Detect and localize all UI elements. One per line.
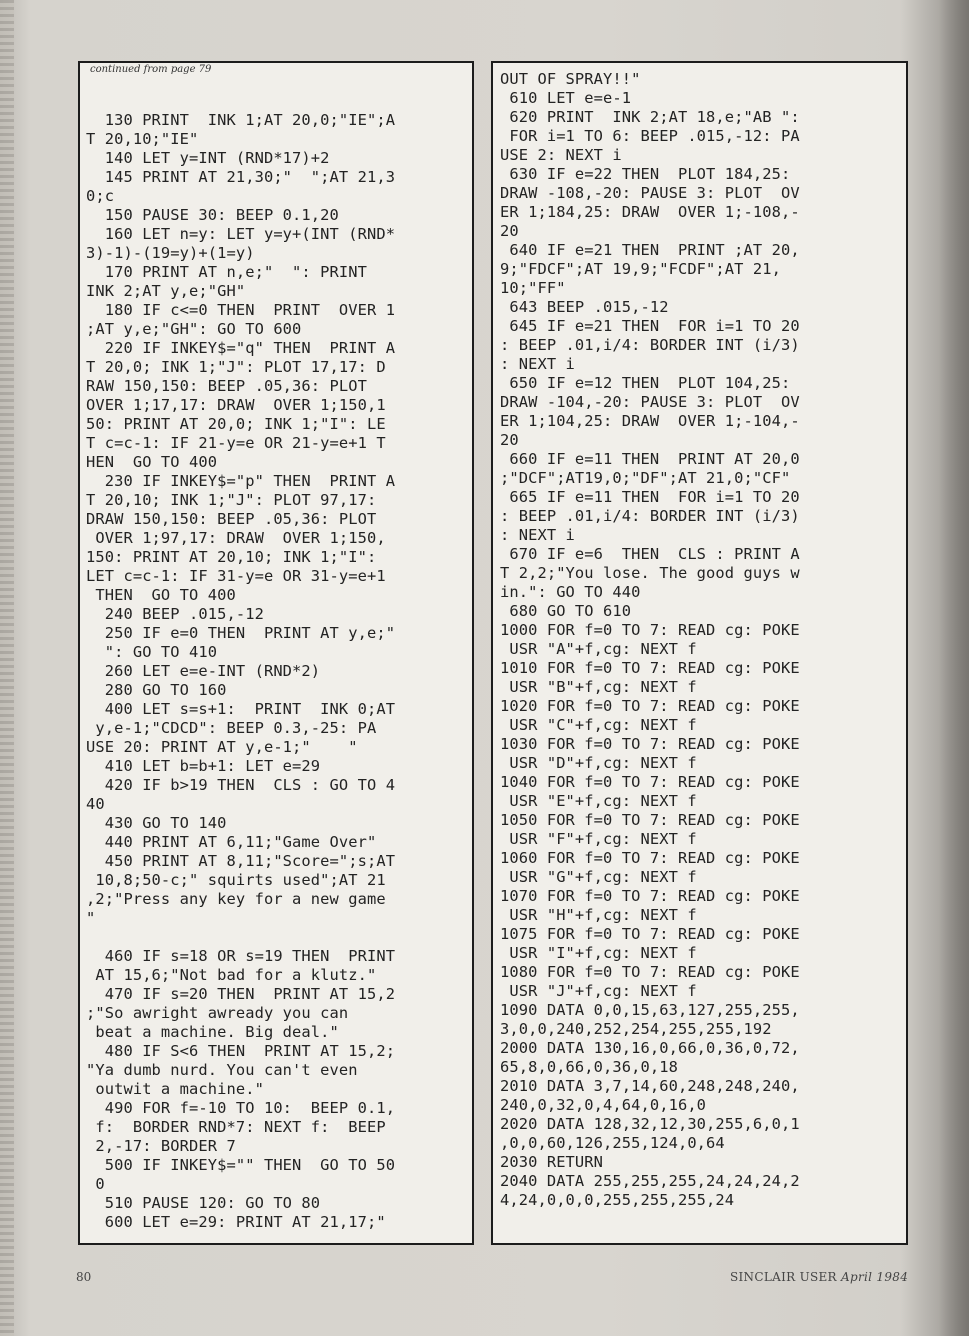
code-left-line: 140 LET y=INT (RND*17)+2 xyxy=(86,149,330,167)
code-right-line: 2000 DATA 130,16,0,66,0,36,0,72, xyxy=(500,1039,800,1057)
code-left-line: 460 IF s=18 OR s=19 THEN PRINT xyxy=(86,947,396,965)
code-left-line: 510 PAUSE 120: GO TO 80 xyxy=(86,1194,321,1212)
code-right-line: 4,24,0,0,0,255,255,255,24 xyxy=(500,1191,735,1209)
code-left-line: 600 LET e=29: PRINT AT 21,17;" xyxy=(86,1213,386,1231)
code-left-line: outwit a machine." xyxy=(86,1080,264,1098)
code-right-line: USR "B"+f,cg: NEXT f xyxy=(500,678,697,696)
code-right-line: 1060 FOR f=0 TO 7: READ cg: POKE xyxy=(500,849,800,867)
code-left-line: 440 PRINT AT 6,11;"Game Over" xyxy=(86,833,377,851)
code-right-line: 2010 DATA 3,7,14,60,248,248,240, xyxy=(500,1077,800,1095)
page-edge-shadow xyxy=(939,0,969,1336)
code-left-line: 145 PRINT AT 21,30;" ";AT 21,3 xyxy=(86,168,396,186)
footer-masthead xyxy=(730,1270,908,1284)
code-right-line: 2030 RETURN xyxy=(500,1153,604,1171)
code-left-line: 420 IF b>19 THEN CLS : GO TO 4 xyxy=(86,776,396,794)
code-right-line: 10;"FF" xyxy=(500,279,566,297)
code-right-line: 650 IF e=12 THEN PLOT 104,25: xyxy=(500,374,791,392)
code-listing-left xyxy=(86,111,395,1232)
code-right-line: OUT OF SPRAY!!" xyxy=(500,70,641,88)
code-left-line: " xyxy=(86,909,96,927)
code-left-line: 400 LET s=s+1: PRINT INK 0;AT xyxy=(86,700,396,718)
code-left-line: ;"So awright awready you can xyxy=(86,1004,349,1022)
code-left-line: HEN GO TO 400 xyxy=(86,453,218,471)
code-right-line: 670 IF e=6 THEN CLS : PRINT A xyxy=(500,545,800,563)
code-right-line: : BEEP .01,i/4: BORDER INT (i/3) xyxy=(500,336,800,354)
code-right-line: T 2,2;"You lose. The good guys w xyxy=(500,564,800,582)
code-left-line: ": GO TO 410 xyxy=(86,643,218,661)
publication-name: SINCLAIR USER xyxy=(730,1270,837,1284)
code-right-line: 630 IF e=22 THEN PLOT 184,25: xyxy=(500,165,791,183)
code-left-line: 160 LET n=y: LET y=y+(INT (RND* xyxy=(86,225,396,243)
code-right-line: : NEXT i xyxy=(500,355,575,373)
code-left-line: INK 2;AT y,e;"GH" xyxy=(86,282,246,300)
code-right-line: 240,0,32,0,4,64,0,16,0 xyxy=(500,1096,707,1114)
code-right-line: USE 2: NEXT i xyxy=(500,146,622,164)
code-right-line: 665 IF e=11 THEN FOR i=1 TO 20 xyxy=(500,488,800,506)
code-right-line: 1030 FOR f=0 TO 7: READ cg: POKE xyxy=(500,735,800,753)
code-right-line: 643 BEEP .015,-12 xyxy=(500,298,669,316)
code-left-line: LET c=c-1: IF 31-y=e OR 31-y=e+1 xyxy=(86,567,386,585)
code-left-line: 450 PRINT AT 8,11;"Score=";s;AT xyxy=(86,852,396,870)
code-left-line: T 20,10;"IE" xyxy=(86,130,199,148)
code-left-line: 3)-1)-(19=y)+(1=y) xyxy=(86,244,255,262)
code-left-line: 500 IF INKEY$="" THEN GO TO 50 xyxy=(86,1156,396,1174)
code-left-line: 220 IF INKEY$="q" THEN PRINT A xyxy=(86,339,396,357)
code-right-line: : NEXT i xyxy=(500,526,575,544)
code-left-line: 430 GO TO 140 xyxy=(86,814,227,832)
code-left-line: THEN GO TO 400 xyxy=(86,586,236,604)
code-right-line: 1090 DATA 0,0,15,63,127,255,255, xyxy=(500,1001,800,1019)
code-right-line: 1075 FOR f=0 TO 7: READ cg: POKE xyxy=(500,925,800,943)
code-right-line: 1010 FOR f=0 TO 7: READ cg: POKE xyxy=(500,659,800,677)
code-right-line: USR "C"+f,cg: NEXT f xyxy=(500,716,697,734)
code-right-line: 2040 DATA 255,255,255,24,24,24,2 xyxy=(500,1172,800,1190)
code-left-line: y,e-1;"CDCD": BEEP 0.3,-25: PA xyxy=(86,719,377,737)
code-right-line: USR "A"+f,cg: NEXT f xyxy=(500,640,697,658)
code-listing-right xyxy=(500,70,800,1210)
code-right-line: 610 LET e=e-1 xyxy=(500,89,632,107)
code-left-line: 490 FOR f=-10 TO 10: BEEP 0.1, xyxy=(86,1099,396,1117)
code-left-line: 480 IF S<6 THEN PRINT AT 15,2; xyxy=(86,1042,396,1060)
code-right-line: USR "I"+f,cg: NEXT f xyxy=(500,944,697,962)
code-left-line: 470 IF s=20 THEN PRINT AT 15,2 xyxy=(86,985,396,1003)
code-left-line: ,2;"Press any key for a new game xyxy=(86,890,386,908)
page-number: 80 xyxy=(76,1270,92,1284)
code-right-line: USR "E"+f,cg: NEXT f xyxy=(500,792,697,810)
code-right-line: 620 PRINT INK 2;AT 18,e;"AB ": xyxy=(500,108,800,126)
code-right-line: FOR i=1 TO 6: BEEP .015,-12: PA xyxy=(500,127,800,145)
code-left-line: T 20,10; INK 1;"J": PLOT 97,17: xyxy=(86,491,377,509)
code-right-line: 1070 FOR f=0 TO 7: READ cg: POKE xyxy=(500,887,800,905)
code-right-line: USR "F"+f,cg: NEXT f xyxy=(500,830,697,848)
binding-gutter xyxy=(0,0,14,1336)
code-right-line: ,0,0,60,126,255,124,0,64 xyxy=(500,1134,725,1152)
code-right-line: USR "J"+f,cg: NEXT f xyxy=(500,982,697,1000)
code-right-line: 645 IF e=21 THEN FOR i=1 TO 20 xyxy=(500,317,800,335)
code-right-line: 1050 FOR f=0 TO 7: READ cg: POKE xyxy=(500,811,800,829)
code-right-line: 1000 FOR f=0 TO 7: READ cg: POKE xyxy=(500,621,800,639)
code-right-line: 640 IF e=21 THEN PRINT ;AT 20, xyxy=(500,241,800,259)
code-left-line: RAW 150,150: BEEP .05,36: PLOT xyxy=(86,377,367,395)
code-right-line: 20 xyxy=(500,222,519,240)
code-right-line: : BEEP .01,i/4: BORDER INT (i/3) xyxy=(500,507,800,525)
code-right-line: 1080 FOR f=0 TO 7: READ cg: POKE xyxy=(500,963,800,981)
code-left-line: 250 IF e=0 THEN PRINT AT y,e;" xyxy=(86,624,396,642)
code-left-line: 150 PAUSE 30: BEEP 0.1,20 xyxy=(86,206,339,224)
code-right-line: 660 IF e=11 THEN PRINT AT 20,0 xyxy=(500,450,800,468)
code-left-line: 410 LET b=b+1: LET e=29 xyxy=(86,757,321,775)
code-left-line: 0;c xyxy=(86,187,115,205)
code-right-line: 9;"FDCF";AT 19,9;"FCDF";AT 21, xyxy=(500,260,781,278)
code-left-line: T 20,0; INK 1;"J": PLOT 17,17: D xyxy=(86,358,386,376)
code-right-line: USR "G"+f,cg: NEXT f xyxy=(500,868,697,886)
code-left-line: T c=c-1: IF 21-y=e OR 21-y=e+1 T xyxy=(86,434,386,452)
code-right-line: USR "D"+f,cg: NEXT f xyxy=(500,754,697,772)
code-left-line: ;AT y,e;"GH": GO TO 600 xyxy=(86,320,302,338)
issue-date: April 1984 xyxy=(841,1270,909,1284)
code-left-line: 150: PRINT AT 20,10; INK 1;"I": xyxy=(86,548,377,566)
code-left-line: 240 BEEP .015,-12 xyxy=(86,605,264,623)
code-left-line: "Ya dumb nurd. You can't even xyxy=(86,1061,358,1079)
code-left-line: 180 IF c<=0 THEN PRINT OVER 1 xyxy=(86,301,396,319)
continued-note: continued from page 79 xyxy=(90,64,212,75)
code-left-line: 170 PRINT AT n,e;" ": PRINT xyxy=(86,263,367,281)
code-left-line: 40 xyxy=(86,795,105,813)
code-left-line: 230 IF INKEY$="p" THEN PRINT A xyxy=(86,472,396,490)
code-left-line: 2,-17: BORDER 7 xyxy=(86,1137,236,1155)
code-right-line: 65,8,0,66,0,36,0,18 xyxy=(500,1058,678,1076)
code-left-line: 260 LET e=e-INT (RND*2) xyxy=(86,662,321,680)
code-right-line: 20 xyxy=(500,431,519,449)
code-left-line: OVER 1;97,17: DRAW OVER 1;150, xyxy=(86,529,386,547)
code-right-line: 1040 FOR f=0 TO 7: READ cg: POKE xyxy=(500,773,800,791)
code-left-line: AT 15,6;"Not bad for a klutz." xyxy=(86,966,377,984)
code-right-line: DRAW -108,-20: PAUSE 3: PLOT OV xyxy=(500,184,800,202)
code-right-line: in.": GO TO 440 xyxy=(500,583,641,601)
code-right-line: ER 1;104,25: DRAW OVER 1;-104,- xyxy=(500,412,800,430)
code-right-line: 2020 DATA 128,32,12,30,255,6,0,1 xyxy=(500,1115,800,1133)
code-right-line: 3,0,0,240,252,254,255,255,192 xyxy=(500,1020,772,1038)
code-right-line: DRAW -104,-20: PAUSE 3: PLOT OV xyxy=(500,393,800,411)
code-left-line: OVER 1;17,17: DRAW OVER 1;150,1 xyxy=(86,396,386,414)
code-right-line: 1020 FOR f=0 TO 7: READ cg: POKE xyxy=(500,697,800,715)
code-right-line: ER 1;184,25: DRAW OVER 1;-108,- xyxy=(500,203,800,221)
code-left-line: beat a machine. Big deal." xyxy=(86,1023,339,1041)
code-left-line: 130 PRINT INK 1;AT 20,0;"IE";A xyxy=(86,111,396,129)
code-left-line: 10,8;50-c;" squirts used";AT 21 xyxy=(86,871,386,889)
code-right-line: USR "H"+f,cg: NEXT f xyxy=(500,906,697,924)
code-right-line: 680 GO TO 610 xyxy=(500,602,632,620)
code-left-line: 50: PRINT AT 20,0; INK 1;"I": LE xyxy=(86,415,386,433)
code-right-line: ;"DCF";AT19,0;"DF";AT 21,0;"CF" xyxy=(500,469,791,487)
code-left-line: 280 GO TO 160 xyxy=(86,681,227,699)
code-left-line: 0 xyxy=(86,1175,105,1193)
code-left-line: DRAW 150,150: BEEP .05,36: PLOT xyxy=(86,510,377,528)
code-left-line: USE 20: PRINT AT y,e-1;" " xyxy=(86,738,358,756)
code-left-line: f: BORDER RND*7: NEXT f: BEEP xyxy=(86,1118,386,1136)
